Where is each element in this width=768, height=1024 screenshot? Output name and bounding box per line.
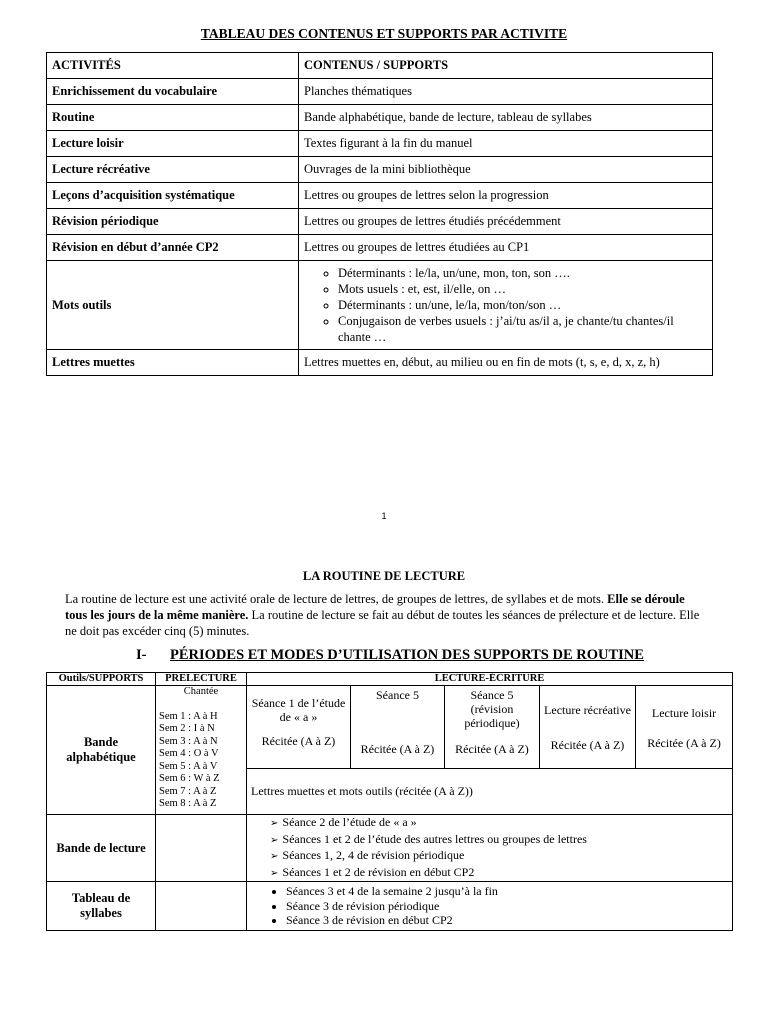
activity-cell: Leçons d’acquisition systématique [47, 183, 299, 209]
table-row [47, 105, 713, 131]
content-cell: Textes figurant à la fin du manuel [299, 131, 713, 157]
header-prelecture: PRELECTURE [156, 673, 247, 686]
list-item: • Séances 3 et 4 de la semaine 2 jusqu’à la fin [286, 884, 729, 899]
list-item: • Séance 3 de révision en début CP2 [286, 913, 729, 928]
activity-cell: Lecture loisir [47, 131, 299, 157]
heading-text: PÉRIODES ET MODES D’UTILISATION DES SUPPORTS DE ROUTINE [170, 647, 644, 663]
list-item: ◦ Mots usuels : et, est, il/elle, on … [338, 281, 707, 297]
table-header-row [47, 53, 713, 79]
chantee-label: Chantée [183, 686, 219, 697]
intro-paragraph [65, 591, 710, 639]
sem-item: Sem 5 : A à V [159, 760, 218, 772]
table-row [47, 131, 713, 157]
bande-alphabetique-label: Bande alphabétique [47, 686, 156, 815]
bande-lecture-label: Bande de lecture [47, 815, 156, 882]
activity-cell: Lettres muettes [47, 350, 299, 376]
activity-cell: Mots outils [47, 261, 299, 350]
table-row [47, 209, 713, 235]
seance-cell [351, 686, 445, 769]
seance-cell [247, 686, 351, 769]
routine-table [46, 672, 733, 931]
list-item: ➢ Séance 2 de l’étude de « a » [286, 815, 729, 832]
list-item: ➢ Séances 1, 2, 4 de révision périodique [286, 848, 729, 865]
list-item: ➢ Séances 1 et 2 de révision en début CP2 [286, 865, 729, 882]
sem-item: Sem 4 : O à V [159, 748, 219, 759]
table-row [47, 686, 733, 769]
seance-bottom: Récitée (A à Z) [455, 741, 529, 756]
sem-item: Sem 8 : A à Z [159, 798, 217, 809]
mots-outils-list [304, 265, 707, 345]
seance-top: Lecture récréative [544, 703, 631, 717]
sem-item: Sem 3 : A à N [159, 735, 218, 747]
activity-cell: Enrichissement du vocabulaire [47, 79, 299, 105]
list-item: ◦ Déterminants : un/une, le/la, mon/ton/son … [338, 297, 707, 313]
header-activites: ACTIVITÉS [47, 53, 299, 79]
table-row [47, 183, 713, 209]
content-cell: Lettres ou groupes de lettres étudiées au CP1 [299, 235, 713, 261]
seance-bottom: Récitée (A à Z) [261, 734, 336, 748]
table-row [47, 235, 713, 261]
prelecture-cell [156, 686, 247, 815]
lettres-muettes-cell: Lettres muettes et mots outils (récitée (A à Z)) [247, 769, 733, 815]
sem-item: Sem 6 : W à Z [159, 773, 220, 784]
seance-top: Lecture loisir [651, 706, 717, 720]
seance-top: Séance 5 [376, 688, 419, 702]
content-cell: Bande alphabétique, bande de lecture, tableau de syllabes [299, 105, 713, 131]
para-text: La routine de lecture se fait au début de toutes les séances de prélecture et de lecture. Elle ne doit pas excéder cinq (5) minutes. [65, 608, 700, 638]
bande-lecture-cell [247, 815, 733, 882]
table-header-row [47, 673, 733, 686]
contents-table [46, 52, 713, 376]
page-title: TABLEAU DES CONTENUS ET SUPPORTS PAR ACTIVITE [200, 26, 568, 41]
activity-cell: Lecture récréative [47, 157, 299, 183]
list-item: ➢ Séances 1 et 2 de l’étude des autres lettres ou groupes de lettres [286, 832, 729, 849]
para-bold-text: Elle se déroule tous les jours de la même manière. [65, 592, 685, 622]
tableau-syllabes-cell [247, 882, 733, 931]
tableau-syllabes-label: Tableau de syllabes [47, 882, 156, 931]
content-cell: Lettres muettes en, début, au milieu ou en fin de mots (t, s, e, d, x, z, h) [299, 350, 713, 376]
content-cell [299, 261, 713, 350]
tableau-syllabes-list [250, 884, 729, 928]
activity-cell: Révision en début d’année CP2 [47, 235, 299, 261]
list-item: ◦ Déterminants : le/la, un/une, mon, ton, son …. [338, 265, 707, 281]
table-row [47, 261, 713, 350]
list-item: ◦ Conjugaison de verbes usuels : j’ai/tu as/il a, je chante/tu chantes/il chante … [338, 313, 707, 345]
seance-top: Séance 5 (révision périodique) [464, 688, 520, 730]
seance-bottom: Récitée (A à Z) [647, 735, 721, 750]
seance-bottom: Récitée (A à Z) [550, 737, 625, 752]
activity-cell: Révision périodique [47, 209, 299, 235]
seance-bottom: Récitée (A à Z) [360, 741, 435, 756]
prelecture-empty-cell [156, 815, 247, 882]
content-cell: Planches thématiques [299, 79, 713, 105]
seance-cell [445, 686, 540, 769]
seance-cell [540, 686, 636, 769]
page-number: 1 [381, 511, 387, 521]
content-cell: Ouvrages de la mini bibliothèque [299, 157, 713, 183]
content-cell: Lettres ou groupes de lettres étudiés précédemment [299, 209, 713, 235]
sem-item: Sem 2 : I à N [159, 723, 215, 734]
sem-item: Sem 7 : A à Z [159, 785, 217, 797]
bande-lecture-list [250, 815, 729, 881]
activity-cell: Routine [47, 105, 299, 131]
sem-item: Sem 1 : A à H [159, 710, 218, 722]
seance-top: Séance 1 de l’étude de « a » [251, 696, 346, 724]
para-text: La routine de lecture est une activité orale de lecture de lettres, de groupes de lettres, de syllabes et de mots. [65, 592, 608, 606]
header-outils: Outils/SUPPORTS [47, 673, 156, 686]
table-row [47, 815, 733, 882]
section-heading [136, 647, 644, 664]
seance-cell [636, 686, 733, 769]
table-row [47, 350, 713, 376]
table-row [47, 882, 733, 931]
heading-number: I- [136, 647, 147, 663]
content-cell: Lettres ou groupes de lettres selon la progression [299, 183, 713, 209]
table-row [47, 157, 713, 183]
header-contenus: CONTENUS / SUPPORTS [299, 53, 713, 79]
table-row [47, 79, 713, 105]
section-title: LA ROUTINE DE LECTURE [302, 569, 466, 583]
header-lecture-ecriture: LECTURE-ÉCRITURE [247, 673, 733, 686]
list-item: • Séance 3 de révision périodique [286, 899, 729, 914]
prelecture-empty-cell [156, 882, 247, 931]
